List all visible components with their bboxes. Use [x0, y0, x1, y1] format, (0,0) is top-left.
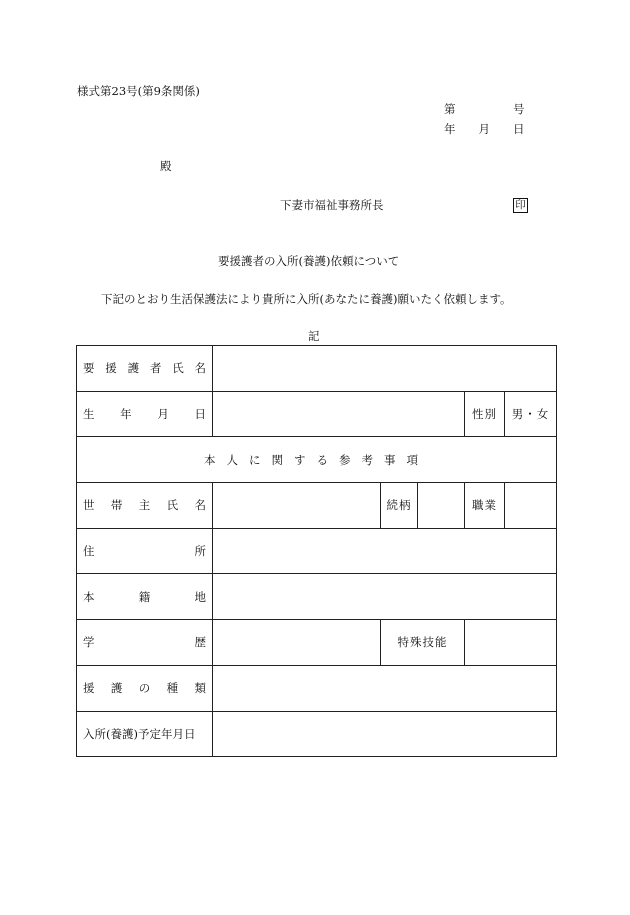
- sex-value[interactable]: 男・女: [505, 391, 557, 437]
- label-char: 歴: [194, 635, 206, 650]
- label-char: 生: [83, 407, 95, 422]
- skill-label: 特殊技能: [381, 620, 465, 666]
- form-reference: 様式第23号(第9条関係): [77, 84, 200, 98]
- table-row: [77, 711, 557, 757]
- table-row: [77, 346, 557, 392]
- job-field[interactable]: [505, 483, 557, 529]
- name-field[interactable]: [213, 346, 557, 392]
- label-char: 世: [83, 498, 95, 513]
- address-label: [83, 543, 206, 559]
- sender-title: 下妻市福祉事務所長: [280, 198, 384, 212]
- admission-label: 入所(養護)予定年月日: [83, 726, 196, 741]
- admission-label-cell: [77, 711, 213, 757]
- name-label: [83, 360, 206, 376]
- label-char: 所: [194, 544, 206, 559]
- education-label-cell: [77, 620, 213, 666]
- label-char: 援: [105, 361, 117, 376]
- label-char: 日: [194, 407, 206, 422]
- label-char: 地: [194, 589, 206, 604]
- relation-field[interactable]: [418, 483, 465, 529]
- label-char: 者: [149, 361, 162, 376]
- job-label: 職業: [465, 483, 505, 529]
- request-form-table: [76, 345, 557, 757]
- relation-label: 続柄: [381, 483, 418, 529]
- ki-heading: 記: [308, 329, 320, 343]
- education-label: [83, 634, 206, 650]
- care-type-field[interactable]: [213, 665, 557, 711]
- label-char: 援: [83, 681, 95, 696]
- head-field[interactable]: [213, 483, 381, 529]
- label-char: 名: [194, 498, 206, 513]
- birth-label: [83, 406, 206, 422]
- sex-label: 性別: [465, 391, 505, 437]
- label-char: 名: [194, 361, 206, 376]
- table-row: [77, 483, 557, 529]
- care-type-label-cell: [77, 665, 213, 711]
- label-char: 類: [194, 681, 206, 696]
- label-char: 氏: [166, 498, 179, 513]
- label-char: 護: [127, 361, 140, 376]
- domicile-label: [83, 589, 206, 605]
- label-char: 住: [83, 544, 95, 559]
- domicile-label-cell: [77, 574, 213, 620]
- subject-line: 要援護者の入所(養護)依頼について: [218, 254, 400, 268]
- domicile-field[interactable]: [213, 574, 557, 620]
- addressee-suffix: 殿: [160, 159, 172, 173]
- label-char: の: [138, 681, 151, 696]
- head-label: [83, 497, 206, 513]
- label-char: 主: [138, 498, 151, 513]
- table-row: [77, 437, 557, 483]
- label-char: 帯: [110, 498, 123, 513]
- table-row: [77, 574, 557, 620]
- label-char: 学: [83, 635, 95, 650]
- label-char: 要: [83, 361, 95, 376]
- head-label-cell: [77, 483, 213, 529]
- admission-field[interactable]: [213, 711, 557, 757]
- label-char: 本: [83, 589, 95, 604]
- address-field[interactable]: [213, 528, 557, 574]
- date-line: 年 月 日: [444, 122, 525, 136]
- skill-field[interactable]: [465, 620, 557, 666]
- section-title: 本人に関する参考事項: [77, 437, 557, 483]
- care-type-label: [83, 680, 206, 696]
- address-label-cell: [77, 528, 213, 574]
- seal-mark: 印: [513, 198, 528, 213]
- label-char: 氏: [172, 361, 184, 376]
- label-char: 籍: [138, 589, 151, 604]
- label-char: 種: [166, 681, 179, 696]
- table-row: [77, 665, 557, 711]
- birth-field[interactable]: [213, 391, 465, 437]
- table-row: [77, 528, 557, 574]
- table-row: [77, 391, 557, 437]
- name-label-cell: [77, 346, 213, 392]
- label-char: 年: [120, 407, 132, 422]
- request-text: 下記のとおり生活保護法により貴所に入所(あなたに養護)願いたく依頼します。: [101, 292, 512, 306]
- label-char: 月: [157, 407, 169, 422]
- label-char: 護: [110, 681, 123, 696]
- education-field[interactable]: [213, 620, 381, 666]
- table-row: [77, 620, 557, 666]
- birth-label-cell: [77, 391, 213, 437]
- document-number: 第 号: [444, 102, 525, 116]
